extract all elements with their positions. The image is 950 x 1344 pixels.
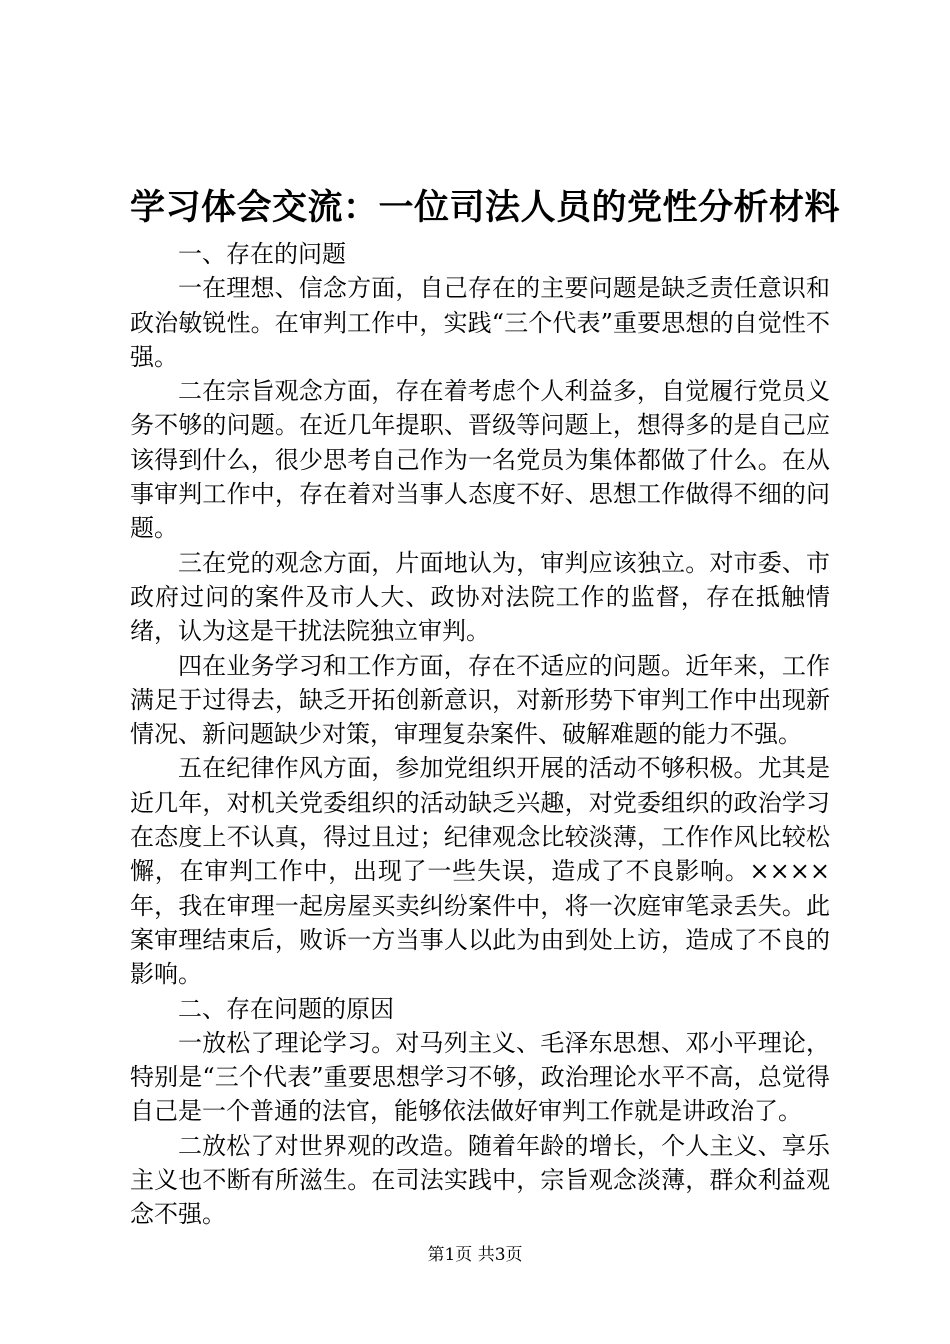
paragraph-study-work: 四在业务学习和工作方面，存在不适应的问题。近年来，工作满足于过得去，缺乏开拓创新意识，对新形势下审判工作中出现新情况、新问题缺少对策，审理复杂案件、破解难题的能力不强。 — [130, 651, 830, 749]
section-heading-problems: 一、存在的问题 — [178, 240, 346, 268]
page-number-footer: 第1页 共3页 — [427, 1245, 523, 1265]
paragraph-party-concept: 三在党的观念方面，片面地认为，审判应该独立。对市委、市政府过问的案件及市人大、政协对法院工作的监督，存在抵触情绪，认为这是干扰法院独立审判。 — [130, 548, 830, 646]
document-title: 学习体会交流：一位司法人员的党性分析材料 — [130, 187, 841, 228]
document-body — [130, 237, 830, 1232]
section-heading-causes: 二、存在问题的原因 — [178, 994, 394, 1023]
paragraph-theory-study: 一放松了理论学习。对马列主义、毛泽东思想、邓小平理论，特别是“三个代表”重要思想学习不够，政治理论水平不高，总觉得自己是一个普通的法官，能够依法做好审判工作就是讲政治了。 — [130, 1028, 830, 1126]
paragraph-worldview: 二放松了对世界观的改造。随着年龄的增长，个人主义、享乐主义也不断有所滋生。在司法实践中，宗旨观念淡薄，群众利益观念不强。 — [130, 1131, 830, 1229]
paragraph-purpose-concept: 二在宗旨观念方面，存在着考虑个人利益多，自觉履行党员义务不够的问题。在近几年提职、晋级等问题上，想得多的是自己应该得到什么，很少思考自己作为一名党员为集体都做了什么。在从事审判工作中，存在着对当事人态度不好、思想工作做得不细的问题。 — [130, 377, 830, 543]
paragraph-ideals-beliefs: 一在理想、信念方面，自己存在的主要问题是缺乏责任意识和政治敏锐性。在审判工作中，实践“三个代表”重要思想的自觉性不强。 — [130, 274, 830, 371]
paragraph-discipline-style: 五在纪律作风方面，参加党组织开展的活动不够积极。尤其是近几年，对机关党委组织的活动缺乏兴趣，对党委组织的政治学习在态度上不认真，得过且过；纪律观念比较淡薄，工作作风比较松懈，在审判工作中，出现了一些失误，造成了不良影响。××××年，我在审理一起房屋买卖纠纷案件中，将一次庭审笔录丢失。此案审理结束后，败诉一方当事人以此为由到处上访，造成了不良的影响。 — [130, 754, 830, 989]
